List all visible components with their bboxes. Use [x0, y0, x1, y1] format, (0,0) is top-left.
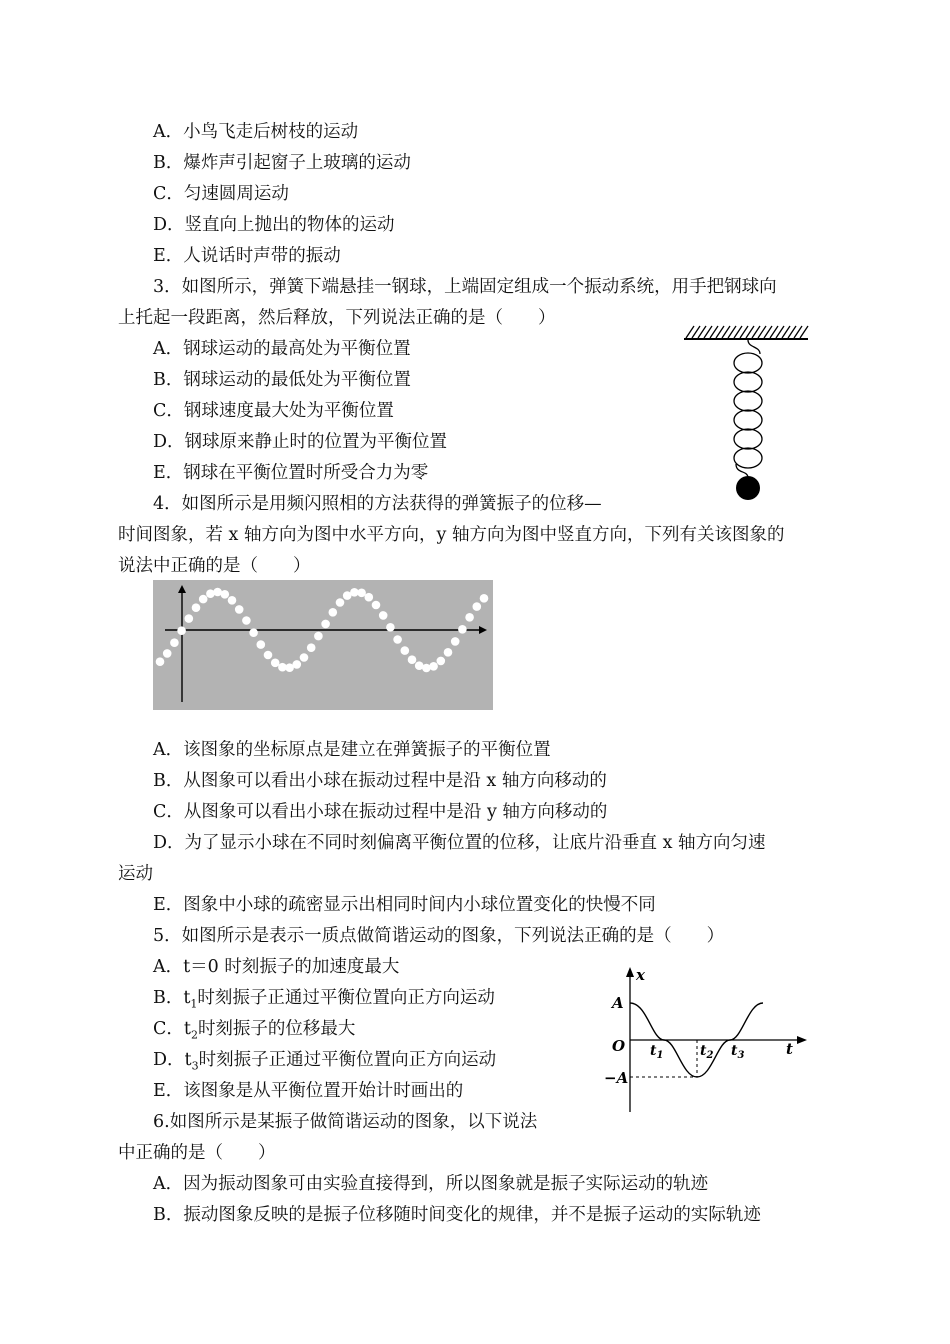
strobe-ball-dot [329, 608, 338, 617]
q6-option-a: A．因为振动图象可由实验直接得到，所以图象就是振子实际运动的轨迹 [153, 1174, 709, 1194]
q6-stem-line1: 6.如图所示是某振子做简谐运动的图象，以下说法 [153, 1112, 538, 1132]
strobe-ball-dot [444, 648, 453, 657]
strobe-ball-dot [465, 613, 474, 622]
strobe-ball-dot [221, 590, 230, 599]
strobe-ball-dot [321, 620, 330, 629]
q3-option-a: A．钢球运动的最高处为平衡位置 [153, 339, 411, 359]
q4-stem-line2: 时间图象，若 x 轴方向为图中水平方向，y 轴方向为图中竖直方向，下列有关该图象的 [118, 525, 785, 545]
strobe-ball-dot [199, 595, 208, 604]
strobe-ball-dot [249, 628, 258, 637]
q3-option-c: C．钢球速度最大处为平衡位置 [153, 401, 394, 421]
spring-coil [734, 340, 762, 478]
graph-t1-label: $t_1$ [650, 1043, 664, 1061]
q4-stem-line3: 说法中正确的是（ ） [118, 556, 311, 576]
strobe-ball-dot [307, 643, 316, 652]
strobe-ball-dot [401, 646, 410, 655]
strobe-ball-dot [177, 626, 186, 635]
graph-t3-label: $t_3$ [731, 1043, 745, 1061]
q4-option-d-line2: 运动 [118, 864, 153, 884]
strobe-ball-dot [170, 638, 179, 647]
q2-option-e: E．人说话时声带的振动 [153, 246, 341, 266]
graph-t2-label: $t_2$ [700, 1043, 714, 1061]
strobe-ball-dot [163, 649, 172, 658]
strobe-ball-dot [293, 660, 302, 669]
strobe-ball-dot [192, 603, 201, 612]
strobe-ball-dot [235, 605, 244, 614]
strobe-ball-dot [429, 662, 438, 671]
ceiling-hatch [684, 326, 808, 339]
strobe-ball-dot [206, 589, 215, 598]
q6-stem-line2: 中正确的是（ ） [118, 1143, 276, 1163]
graph-neg-amp-label: −A [604, 1069, 629, 1087]
strobe-ball-dot [264, 651, 273, 660]
strobe-ball-dot [257, 640, 266, 649]
shm-graph-figure [600, 962, 815, 1117]
q5-stem: 5．如图所示是表示一质点做简谐运动的图象，下列说法正确的是（ ） [153, 926, 725, 946]
strobe-ball-dot [437, 657, 446, 666]
strobe-ball-dot [185, 614, 194, 623]
graph-y-label: x [636, 966, 645, 984]
strobe-photo-figure [153, 580, 493, 710]
strobe-ball-dot [357, 589, 366, 598]
strobe-ball-dot [271, 659, 280, 668]
graph-amp-label: A [612, 994, 624, 1012]
graph-x-label: t [786, 1040, 793, 1058]
strobe-ball-dot [242, 616, 251, 625]
q4-option-e: E．图象中小球的疏密显示出相同时间内小球位置变化的快慢不同 [153, 895, 656, 915]
q5-option-c: C．$t_2$时刻振子的位移最大 [153, 1019, 356, 1042]
q4-stem-line1: 4．如图所示是用频闪照相的方法获得的弹簧振子的位移— [153, 494, 602, 514]
strobe-ball-dot [372, 601, 381, 610]
strobe-ball-dot [228, 596, 237, 605]
q3-stem-line1: 3．如图所示，弹簧下端悬挂一钢球，上端固定组成一个振动系统，用手把钢球向 [153, 277, 777, 297]
q3-option-e: E．钢球在平衡位置时所受合力为零 [153, 463, 429, 483]
q5-option-b: B．$t_1$时刻振子正通过平衡位置向正方向运动 [153, 988, 495, 1011]
strobe-ball-dot [156, 657, 165, 666]
q3-option-d: D．钢球原来静止时的位置为平衡位置 [153, 432, 448, 452]
strobe-ball-dot [458, 625, 467, 634]
strobe-ball-dot [473, 602, 482, 611]
graph-y-arrow [626, 967, 634, 977]
strobe-ball-dot [336, 598, 345, 607]
strobe-ball-dot [408, 655, 417, 664]
strobe-ball-dot [300, 653, 309, 662]
q2-option-a: A．小鸟飞走后树枝的运动 [153, 122, 359, 142]
q6-option-b: B．振动图象反映的是振子位移随时间变化的规律，并不是振子运动的实际轨迹 [153, 1205, 761, 1225]
q5-option-d: D．$t_3$时刻振子正通过平衡位置向正方向运动 [153, 1050, 497, 1073]
spring-ball-figure [680, 318, 812, 506]
strobe-ball-dot [422, 664, 431, 673]
q4-option-b: B．从图象可以看出小球在振动过程中是沿 x 轴方向移动的 [153, 771, 607, 791]
strobe-ball-dot [451, 637, 460, 646]
strobe-ball-dot [480, 594, 489, 603]
q4-option-d-line1: D．为了显示小球在不同时刻偏离平衡位置的位移，让底片沿垂直 x 轴方向匀速 [153, 833, 766, 853]
strobe-ball-dot [386, 623, 395, 632]
q3-option-b: B．钢球运动的最低处为平衡位置 [153, 370, 411, 390]
strobe-ball-dot [314, 632, 323, 641]
graph-x-arrow [797, 1036, 807, 1044]
strobe-ball-dot [393, 635, 402, 644]
q2-option-b: B．爆炸声引起窗子上玻璃的运动 [153, 153, 411, 173]
q2-option-c: C．匀速圆周运动 [153, 184, 289, 204]
q4-option-c: C．从图象可以看出小球在振动过程中是沿 y 轴方向移动的 [153, 802, 608, 822]
q3-stem-line2: 上托起一段距离，然后释放，下列说法正确的是（ ） [118, 308, 556, 328]
strobe-ball-dot [379, 611, 388, 620]
q4-option-a: A．该图象的坐标原点是建立在弹簧振子的平衡位置 [153, 740, 551, 760]
q2-option-d: D．竖直向上抛出的物体的运动 [153, 215, 395, 235]
strobe-ball-dot [365, 593, 374, 602]
steel-ball [736, 476, 760, 500]
q5-option-e: E．该图象是从平衡位置开始计时画出的 [153, 1081, 464, 1101]
graph-origin-label: O [612, 1037, 626, 1055]
q5-option-a: A．t＝0 时刻振子的加速度最大 [153, 957, 400, 977]
